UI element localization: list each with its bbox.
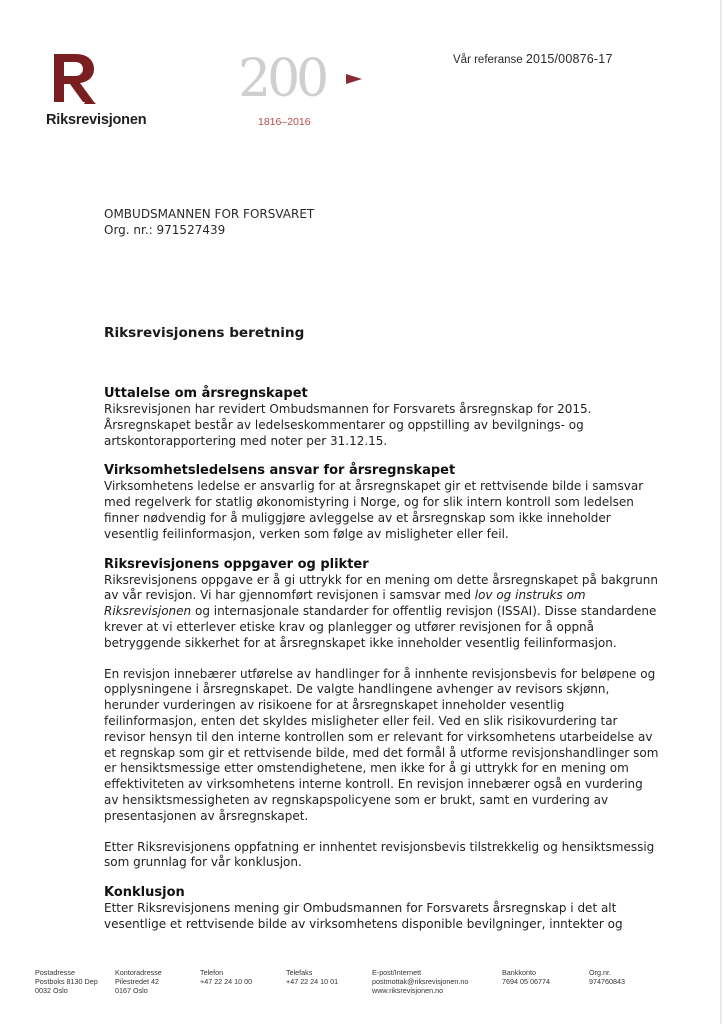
paragraph-text: og internasjonale standarder for offentlig revisjon (ISSAI). Disse standardene krever at vi etterlever etiske krav og planlegger og utfører revisjonen for å oppnå betryggende sikkerhet for at årsregnskapet ikke inneholder vesentlig feilinformasjon.: [104, 604, 657, 650]
footer-value: 0167 Oslo: [115, 986, 148, 996]
recipient-org-nr: Org. nr.: 971527439: [104, 223, 226, 237]
recipient-block: [104, 206, 314, 238]
footer-label: Kontoradresse: [115, 968, 162, 977]
footer-org-nr: [589, 968, 625, 986]
footer-value: +47 22 24 10 00: [200, 977, 253, 987]
section-heading: Virksomhetsledelsens ansvar for årsregnskapet: [104, 463, 456, 479]
footer-web-link[interactable]: www.riksrevisjonen.no: [372, 986, 444, 996]
footer-phone: [200, 968, 252, 986]
footer-value: Pilestredet 42: [115, 977, 159, 987]
section-statement: [104, 386, 659, 449]
page-footer: [35, 968, 705, 1004]
document-body: [104, 386, 659, 947]
footer-bank-account: [502, 968, 550, 986]
reference-number: 2015/00876-17: [525, 52, 613, 66]
section-paragraph: [104, 573, 659, 652]
footer-email-link[interactable]: postmottak@riksrevisjonen.no: [372, 977, 469, 987]
footer-label: Postadresse: [35, 968, 75, 977]
section-heading: Uttalelse om årsregnskapet: [104, 386, 308, 401]
anniversary-years: 1816–2016: [258, 116, 311, 128]
section-paragraph: Etter Riksrevisjonens mening gir Ombudsmannen for Forsvarets årsregnskap i det alt vesentlige et rettvisende bilde av virksomhetens disponible bevilgninger, inntekter og: [104, 901, 623, 931]
section-heading: Riksrevisjonens oppgaver og plikter: [104, 556, 369, 572]
footer-email-web: [372, 968, 468, 996]
footer-value: +47 22 24 10 01: [286, 977, 339, 987]
footer-value: 0032 Oslo: [35, 986, 68, 996]
section-heading: Konklusjon: [104, 885, 185, 901]
footer-label: Telefaks: [286, 968, 313, 977]
footer-label: Org.nr.: [589, 968, 611, 977]
section-paragraph: En revisjon innebærer utførelse av handlinger for å innhente revisjonsbevis for beløpene og opplysningene i årsregnskapet. De valgte handlingene avhenger av revisors skjønn, herunder vurderingen av risikoene for at årsregnskapet inneholder vesentlig feilinformasjon, enten det skyldes misligheter eller feil. Ved en slik risikovurdering tar revisor hensyn til den interne kontrollen som er relevant for virksomhetens utarbeidelse av et regnskap som gir et rettvisende bilde, med det formål å utforme revisjonshandlinger som er hensiktsmessige etter omstendighetene, men ikke for å gi uttrykk for en mening om effektiviteten av virksomhetens interne kontroll. En revisjon innebærer også en vurdering av hensiktsmessigheten av regnskapspolicyene som er brukt, samt en vurdering av presentasjonen av årsregnskapet.: [104, 666, 659, 823]
footer-office-address: [115, 968, 162, 996]
footer-postal-address: [35, 968, 98, 996]
recipient-name: OMBUDSMANNEN FOR FORSVARET: [104, 207, 315, 221]
anniversary-number: 200: [238, 49, 326, 109]
reference-label: Vår referanse: [453, 54, 523, 66]
paragraph-text: Riksrevisjonens oppgave er å gi uttrykk for en mening om dette årsregnskapet på bakgrunn av vår revisjon. Vi har gjennomført revisjonen i samsvar med: [104, 572, 658, 603]
section-management-responsibility: [104, 463, 659, 542]
footer-label: Bankkonto: [502, 968, 536, 977]
org-name: Riksrevisjonen: [46, 112, 147, 128]
riksrevisjonen-logo-icon: [50, 52, 98, 104]
section-conclusion: [104, 885, 659, 933]
footer-label: Telefon: [200, 968, 224, 977]
page-edge-divider: [720, 0, 722, 1024]
document-title: Riksrevisjonens beretning: [104, 325, 305, 341]
section-auditor-duties: [104, 557, 659, 872]
section-paragraph: Virksomhetens ledelse er ansvarlig for at årsregnskapet gir et rettvisende bilde i samsvar med regelverk for statlig økonomistyring i Norge, og for slik intern kontroll som ledelsen finner nødvendig for å muliggjøre avleggelse av et årsregnskap som ikke inneholder vesentlig feilinformasjon, verken som følge av misligheter eller feil.: [104, 479, 644, 541]
footer-value: 974760843: [589, 977, 625, 987]
footer-value: 7694 05 06774: [502, 977, 550, 987]
anniversary-arrow-icon: [346, 72, 362, 86]
section-paragraph: Etter Riksrevisjonens oppfatning er innhentet revisjonsbevis tilstrekkelig og hensiktsmessig som grunnlag for vår konklusjon.: [104, 839, 655, 870]
reference: [453, 52, 613, 66]
footer-label: E-post/Internett: [372, 968, 422, 977]
law-reference: lov og instruks om Riksrevisjonen: [104, 588, 586, 619]
footer-value: Postboks 8130 Dep: [35, 977, 98, 987]
footer-fax: [286, 968, 338, 986]
section-paragraph: Riksrevisjonen har revidert Ombudsmannen for Forsvarets årsregnskap for 2015. Årsregnskapet består av ledelseskommentarer og oppstilling av bevilgnings- og artskontorapportering med noter per 31.12.15.: [104, 402, 592, 448]
